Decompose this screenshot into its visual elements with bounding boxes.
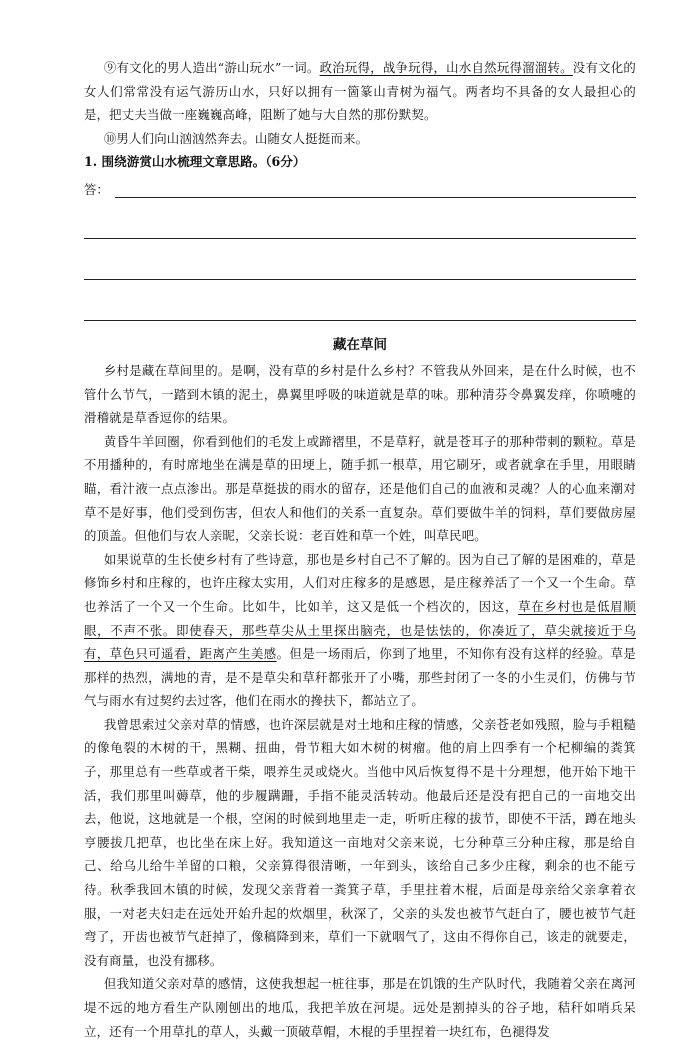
article-paragraph-3 (84, 548, 636, 713)
answer-row (84, 174, 636, 198)
answer-line-1[interactable] (115, 182, 636, 198)
p9-lead: ⑨有文化的男人造出“游山玩水”一词。 (103, 60, 320, 75)
p9-underlined: 政治玩得，战争玩得，山水自然玩得溜溜转。 (319, 60, 573, 75)
paragraph-9 (84, 56, 636, 127)
answer-label: 答： (84, 181, 109, 197)
document-page (84, 56, 636, 1043)
paragraph-10: ⑩男人们向山汹汹然奔去。山随女人挺挺而来。 (103, 130, 369, 146)
question-1: 1. 围绕游赏山水梳理文章思路。（6分） (84, 154, 306, 170)
answer-line-3[interactable] (84, 239, 636, 280)
answer-line-4[interactable] (84, 280, 636, 321)
article-paragraph-5: 但我知道父亲对草的感情，这使我想起一桩往事，那是在饥饿的生产队时代，我随着父亲在离河堤不远的地方看生产队刚刨出的地瓜，我把羊放在河堤。远处是割掉头的谷子地，秸秆如哨兵呆立，还有一个用草扎的草人，头戴一顶破草帽，木棍的手里捏着一块红布，色褪得发 (84, 976, 636, 1039)
article-paragraph-2: 黄昏牛羊回圈，你看到他们的毛发上或蹄褶里，不是草籽，就是苍耳子的那种带刺的颗粒。草是不用播种的，有时席地坐在满是草的田埂上，随手抓一根草，用它刷牙，或者就拿在手里，用眼睛瞄，看汁液一点点渗出。那是草挺拔的雨水的留存，还是他们自己的血液和灵魂？人的心血来潮对草不是好事，他们受到伤害，但农人和他们的关系一直复杂。草们要做牛羊的饲料，草们要做房屋的顶盖。但他们与农人亲昵，父亲长说：老百姓和草一个姓，叫草民吧。 (84, 433, 636, 544)
article-paragraph-1: 乡村是藏在草间里的。是啊，没有草的乡村是什么乡村？不管我从外回来，是在什么时候，也不管什么节气，一踏到木镇的泥土，鼻翼里呼吸的味道就是草的味。那种清芬令鼻翼发痒，你喷嚏的滑稽就是草香逗你的结果。 (84, 362, 636, 426)
p9-rest: 没有文化的女人们常常没有运气游历山水，只好以拥有一箇篆山青树为福气。两者均不具备的女人最担心的是，把丈夫当做一座巍巍高峰，阻断了她与大自然的那份默契。 (84, 60, 637, 123)
para3-rest: 。但是一场雨后，你到了地里，不知你有没有这样的经验。草是那样的热烈，满地的青，是不是草尖和草秆都张开了小嘴，那些封闭了一冬的小生灵们，仿佛与节气与雨水有过契约去过客，他们在雨水的搀扶下，都站立了。 (84, 646, 637, 709)
para3-underlined: 草在乡村也是低眉顺眼，不声不张。即使春天，那些草尖从土里探出脑壳，也是怯怯的，你凑近了，草尖就接近于乌有，草色只可遥看，距离产生美感 (84, 598, 636, 662)
article-paragraph-4: 我曾思索过父亲对草的情感，也许深层就是对土地和庄稼的情感，父亲苍老如残照，脸与手粗糙的像龟裂的木树的干，黑糊、扭曲，骨节粗大如木树的树瘤。他的肩上四季有一个杞柳编的粪箕子，那里总有一些草或者干柴，喂养生灵或烧火。当他中风后恢复得不是十分理想，他开始下地干活，我们那里叫薅草，他的步履蹒跚，手指不能灵活转动。他最后还是没有把自己的一亩地交出去，他说，这地就是一个根，空闲的时候到地里走一走，听听庄稼的拔节，即使不干活，蹲在地头亨腰拔几把草，也比坐在床上好。我知道这一亩地对父亲来说，七分种草三分种庄稼，那是给自己、给乌儿给牛羊留的口粮，父亲算得很清晰，一年到头，该给自己多少庄稼，剩余的也不能亏待。秋季我回木镇的时候，发现父亲背着一粪箕子草，手里拄着木棍，后面是母亲给父亲拿着衣服，一对老夫妇走在远处开始升起的炊烟里，秋深了，父亲的头发也被节气赶白了，腰也被节气赶弯了，开齿也被节气赶掉了，像稿降到来，草们一下就咽气了，这由不得你自己，该走的就要走，没有商量，也没有挪移。 (84, 716, 636, 968)
answer-line-2[interactable] (84, 198, 636, 239)
article-title: 藏在草间 (333, 336, 387, 353)
para3-lead: 如果说草的生长使乡村有了些诗意，那也是乡村自己不了解的。因为自己了解的是困难的，草是修饰乡村和庄稼的，也许庄稼太实用，人们对庄稼多的是感恩，是庄稼养活了一个又一个生命。草也养活了一个又一个生命。比如牛，比如羊，这又是低一个档次的，因这， (84, 551, 636, 614)
